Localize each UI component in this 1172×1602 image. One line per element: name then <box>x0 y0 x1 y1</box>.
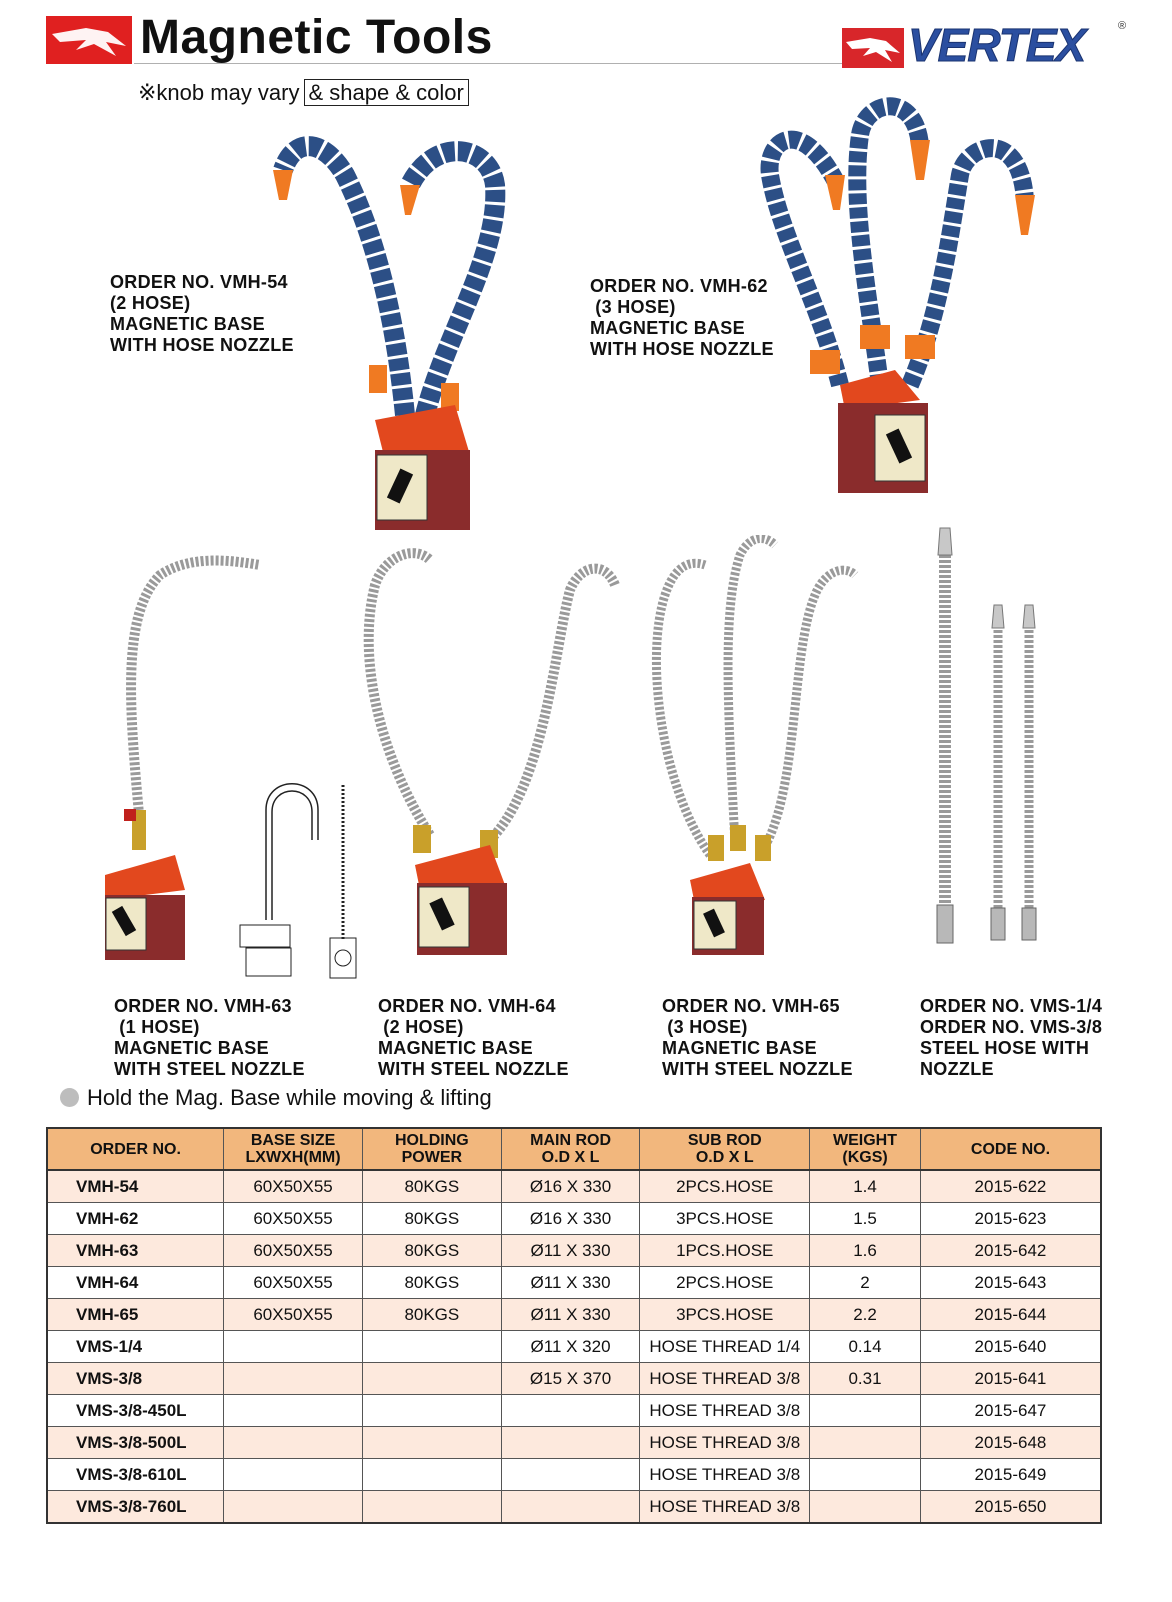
holding-power-cell <box>362 1331 501 1363</box>
order-no-cell: VMS-1/4 <box>47 1331 224 1363</box>
holding-power-cell <box>362 1459 501 1491</box>
main-rod-cell: Ø15 X 370 <box>501 1363 640 1395</box>
label-line: MAGNETIC BASE <box>662 1038 817 1058</box>
main-rod-cell <box>501 1459 640 1491</box>
label-line: WITH STEEL NOZZLE <box>662 1059 853 1079</box>
header-order-no: ORDER NO. <box>47 1128 224 1170</box>
code-no-cell: 2015-650 <box>920 1491 1101 1524</box>
order-no-cell: VMS-3/8-500L <box>47 1427 224 1459</box>
label-vmh-64 <box>378 996 569 1080</box>
label-line: WITH STEEL NOZZLE <box>114 1059 305 1079</box>
table-row <box>47 1395 1101 1427</box>
handling-notice <box>60 1085 492 1111</box>
notice-text: Hold the Mag. Base while moving & lifting <box>87 1085 492 1110</box>
label-line: MAGNETIC BASE <box>110 314 265 334</box>
note-boxed-text: & shape & color <box>304 79 469 106</box>
table-row <box>47 1267 1101 1299</box>
label-vmh-63 <box>114 996 305 1080</box>
table-row <box>47 1170 1101 1203</box>
table-header-row <box>47 1128 1101 1170</box>
label-line: ORDER NO. VMS-3/8 <box>920 1017 1103 1037</box>
base-size-cell: 60X50X55 <box>224 1203 363 1235</box>
header-code-no: CODE NO. <box>920 1128 1101 1170</box>
table-row <box>47 1427 1101 1459</box>
weight-cell <box>810 1395 921 1427</box>
code-no-cell: 2015-647 <box>920 1395 1101 1427</box>
code-no-cell: 2015-642 <box>920 1235 1101 1267</box>
main-rod-cell: Ø11 X 330 <box>501 1267 640 1299</box>
vmh-62-product-image <box>750 85 1050 505</box>
main-rod-cell <box>501 1395 640 1427</box>
label-line: WITH HOSE NOZZLE <box>110 335 294 355</box>
sub-rod-cell: 3PCS.HOSE <box>640 1299 810 1331</box>
header-weight: WEIGHT (KGS) <box>810 1128 921 1170</box>
header-base-size: BASE SIZE LXWXH(MM) <box>224 1128 363 1170</box>
label-line: WITH HOSE NOZZLE <box>590 339 774 359</box>
header-holding-power: HOLDING POWER <box>362 1128 501 1170</box>
vms-steel-hose-image <box>920 520 1050 950</box>
main-rod-cell: Ø16 X 330 <box>501 1203 640 1235</box>
order-no-cell: VMH-65 <box>47 1299 224 1331</box>
header-main-rod: MAIN ROD O.D X L <box>501 1128 640 1170</box>
sub-rod-cell: 2PCS.HOSE <box>640 1267 810 1299</box>
sub-rod-cell: HOSE THREAD 3/8 <box>640 1363 810 1395</box>
sub-rod-cell: 3PCS.HOSE <box>640 1203 810 1235</box>
holding-power-cell <box>362 1363 501 1395</box>
brand-logo <box>842 19 1127 71</box>
code-no-cell: 2015-623 <box>920 1203 1101 1235</box>
label-line: (3 HOSE) <box>590 297 676 317</box>
code-no-cell: 2015-648 <box>920 1427 1101 1459</box>
registered-mark: ® <box>1118 20 1127 32</box>
base-size-cell: 60X50X55 <box>224 1235 363 1267</box>
order-no-cell: VMS-3/8 <box>47 1363 224 1395</box>
label-vmh-65 <box>662 996 853 1080</box>
main-rod-cell <box>501 1427 640 1459</box>
weight-cell: 1.4 <box>810 1170 921 1203</box>
base-size-cell <box>224 1427 363 1459</box>
sub-rod-cell: 2PCS.HOSE <box>640 1170 810 1203</box>
code-no-cell: 2015-644 <box>920 1299 1101 1331</box>
note-text: ※knob may vary <box>138 80 300 105</box>
base-size-cell: 60X50X55 <box>224 1267 363 1299</box>
order-no-cell: VMH-54 <box>47 1170 224 1203</box>
label-line: ORDER NO. VMH-54 <box>110 272 288 292</box>
weight-cell: 0.14 <box>810 1331 921 1363</box>
sub-rod-cell: HOSE THREAD 1/4 <box>640 1331 810 1363</box>
code-no-cell: 2015-622 <box>920 1170 1101 1203</box>
sub-rod-cell: 1PCS.HOSE <box>640 1235 810 1267</box>
main-rod-cell: Ø11 X 320 <box>501 1331 640 1363</box>
vmh-64-product-image <box>355 545 620 960</box>
code-no-cell: 2015-640 <box>920 1331 1101 1363</box>
code-no-cell: 2015-641 <box>920 1363 1101 1395</box>
label-line: STEEL HOSE WITH <box>920 1038 1090 1058</box>
label-line: WITH STEEL NOZZLE <box>378 1059 569 1079</box>
base-size-cell <box>224 1363 363 1395</box>
label-line: (2 HOSE) <box>378 1017 464 1037</box>
label-vms <box>920 996 1102 1080</box>
code-no-cell: 2015-643 <box>920 1267 1101 1299</box>
base-size-cell: 60X50X55 <box>224 1299 363 1331</box>
weight-cell: 2.2 <box>810 1299 921 1331</box>
label-line: ORDER NO. VMS-1/4 <box>920 996 1103 1016</box>
sub-rod-cell: HOSE THREAD 3/8 <box>640 1491 810 1524</box>
holding-power-cell <box>362 1491 501 1524</box>
label-line: MAGNETIC BASE <box>114 1038 269 1058</box>
main-rod-cell <box>501 1491 640 1524</box>
table-row <box>47 1363 1101 1395</box>
main-rod-cell: Ø11 X 330 <box>501 1299 640 1331</box>
holding-power-cell: 80KGS <box>362 1170 501 1203</box>
sub-rod-cell: HOSE THREAD 3/8 <box>640 1459 810 1491</box>
label-line: ORDER NO. VMH-62 <box>590 276 768 296</box>
order-no-cell: VMH-64 <box>47 1267 224 1299</box>
vmh-63-technical-drawing <box>228 770 368 985</box>
weight-cell: 2 <box>810 1267 921 1299</box>
holding-power-cell: 80KGS <box>362 1203 501 1235</box>
spec-table <box>46 1127 1102 1524</box>
order-no-cell: VMS-3/8-610L <box>47 1459 224 1491</box>
table-row <box>47 1203 1101 1235</box>
order-no-cell: VMH-62 <box>47 1203 224 1235</box>
base-size-cell <box>224 1491 363 1524</box>
label-line: (1 HOSE) <box>114 1017 200 1037</box>
label-line: (3 HOSE) <box>662 1017 748 1037</box>
eagle-logo-icon <box>46 16 132 64</box>
sub-rod-cell: HOSE THREAD 3/8 <box>640 1427 810 1459</box>
page-title: Magnetic Tools <box>140 11 493 64</box>
vmh-54-product-image <box>265 115 525 535</box>
code-no-cell: 2015-649 <box>920 1459 1101 1491</box>
table-row <box>47 1491 1101 1524</box>
table-row <box>47 1459 1101 1491</box>
table-row <box>47 1235 1101 1267</box>
weight-cell <box>810 1427 921 1459</box>
holding-power-cell: 80KGS <box>362 1299 501 1331</box>
weight-cell: 1.6 <box>810 1235 921 1267</box>
main-rod-cell: Ø11 X 330 <box>501 1235 640 1267</box>
header-sub-rod: SUB ROD O.D X L <box>640 1128 810 1170</box>
weight-cell <box>810 1491 921 1524</box>
label-line: MAGNETIC BASE <box>590 318 745 338</box>
label-line: MAGNETIC BASE <box>378 1038 533 1058</box>
table-row <box>47 1331 1101 1363</box>
holding-power-cell <box>362 1395 501 1427</box>
weight-cell: 1.5 <box>810 1203 921 1235</box>
order-no-cell: VMS-3/8-450L <box>47 1395 224 1427</box>
brand-eagle-icon <box>842 28 904 68</box>
base-size-cell <box>224 1395 363 1427</box>
bullet-dot-icon <box>60 1088 79 1107</box>
label-line: NOZZLE <box>920 1059 994 1079</box>
table-row <box>47 1299 1101 1331</box>
variation-note <box>138 80 469 106</box>
label-vmh-54 <box>110 272 294 356</box>
label-line: ORDER NO. VMH-64 <box>378 996 556 1016</box>
vmh-65-product-image <box>650 535 860 960</box>
holding-power-cell: 80KGS <box>362 1267 501 1299</box>
weight-cell: 0.31 <box>810 1363 921 1395</box>
weight-cell <box>810 1459 921 1491</box>
label-line: (2 HOSE) <box>110 293 191 313</box>
main-rod-cell: Ø16 X 330 <box>501 1170 640 1203</box>
base-size-cell: 60X50X55 <box>224 1170 363 1203</box>
brand-name: VERTEX <box>908 19 1086 71</box>
title-divider <box>134 63 844 64</box>
holding-power-cell: 80KGS <box>362 1235 501 1267</box>
sub-rod-cell: HOSE THREAD 3/8 <box>640 1395 810 1427</box>
holding-power-cell <box>362 1427 501 1459</box>
label-line: ORDER NO. VMH-65 <box>662 996 840 1016</box>
base-size-cell <box>224 1459 363 1491</box>
order-no-cell: VMH-63 <box>47 1235 224 1267</box>
label-line: ORDER NO. VMH-63 <box>114 996 292 1016</box>
base-size-cell <box>224 1331 363 1363</box>
order-no-cell: VMS-3/8-760L <box>47 1491 224 1524</box>
label-vmh-62 <box>590 276 774 360</box>
